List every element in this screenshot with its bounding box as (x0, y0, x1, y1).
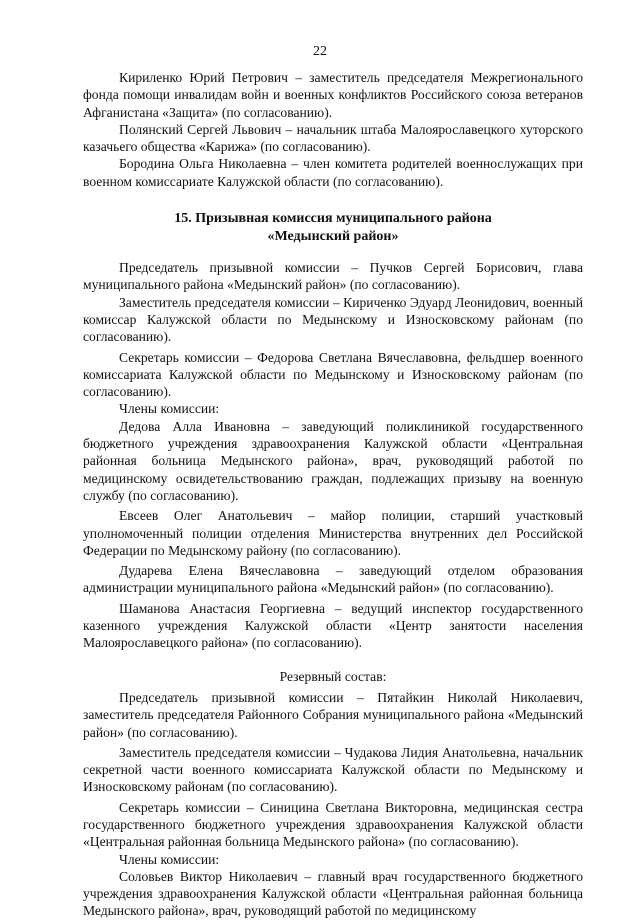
paragraph-shamanova: Шаманова Анастасия Георгиевна – ведущий инспектор государственного казенного учреждения Калужской области «Центр занятости населения Малоярославецкого района» (по согласованию). (83, 600, 583, 651)
paragraph-solovyev: Соловьев Виктор Николаевич – главный врач государственного бюджетного учреждения здравоохранения Калужской области «Центральная районная больница Медынского района», врач, руководящий работой по медицинскому (83, 868, 583, 919)
section-heading (83, 210, 583, 246)
paragraph-chairman: Председатель призывной комиссии – Пучков Сергей Борисович, глава муниципального района «Медынский район» (по согласованию). (83, 260, 583, 293)
section-heading-line2: «Медынский район» (267, 229, 399, 245)
page-number: 22 (313, 44, 327, 59)
paragraph-members-label: Члены комиссии: (119, 401, 220, 417)
paragraph-secretary: Секретарь комиссии – Федорова Светлана Вячеславовна, фельдшер военного комиссариата Калужской области по Медынскому и Износковскому районам (по согласованию). (83, 349, 583, 400)
paragraph-dudareva: Дударева Елена Вячеславовна – заведующий отделом образования администрации муниципального района «Медынский район» (по согласованию). (83, 563, 583, 596)
paragraph-reserve-secretary: Секретарь комиссии – Синицина Светлана Викторовна, медицинская сестра государственного бюджетного учреждения здравоохранения Калужской области «Центральная районная больница Медынского района» (по согласованию). (83, 799, 583, 850)
paragraph-reserve-deputy: Заместитель председателя комиссии – Чудакова Лидия Анатольевна, начальник секретной части военного комиссариата Калужской области по Медынскому и Износковскому районам (по согласованию). (83, 744, 583, 795)
reserve-heading: Резервный состав: (279, 668, 387, 684)
paragraph-reserve-chairman: Председатель призывной комиссии – Пятайкин Николай Николаевич, заместитель председателя Районного Собрания муниципального района «Медынский район» (по согласованию). (83, 689, 583, 740)
paragraph-evseev: Евсеев Олег Анатольевич – майор полиции, старший участковый уполномоченный полиции отделения Министерства внутренних дел Российской Федерации по Медынскому району (по согласованию). (83, 508, 583, 558)
paragraph-kirilenko: Кириленко Юрий Петрович – заместитель председателя Межрегионального фонда помощи инвалидам войн и военных конфликтов Российского союза ветеранов Афганистана «Защита» (по согласованию). (83, 70, 583, 120)
section-heading-line1: 15. Призывная комиссия муниципального района (174, 211, 492, 227)
paragraph-deputy: Заместитель председателя комиссии – Кириченко Эдуард Леонидович, военный комиссар Калужской области по Медынскому и Износковскому районам (по согласованию). (83, 294, 583, 345)
paragraph-borodina: Бородина Ольга Николаевна – член комитета родителей военнослужащих при военном комиссариате Калужской области (по согласованию). (83, 156, 583, 189)
paragraph-polyansky: Полянский Сергей Львович – начальник штаба Малоярославецкого хуторского казачьего общества «Карижа» (по согласованию). (83, 121, 583, 155)
paragraph-dedova: Дедова Алла Ивановна – заведующий поликлиникой государственного бюджетного учреждения здравоохранения Калужской области «Центральная районная больница Медынского района», врач, руководящий работой по медицинскому освидетельствованию граждан, подлежащих призыву на военную службу (по согласованию). (83, 418, 583, 503)
paragraph-reserve-members-label: Члены комиссии: (119, 851, 220, 867)
document-body (83, 69, 583, 920)
